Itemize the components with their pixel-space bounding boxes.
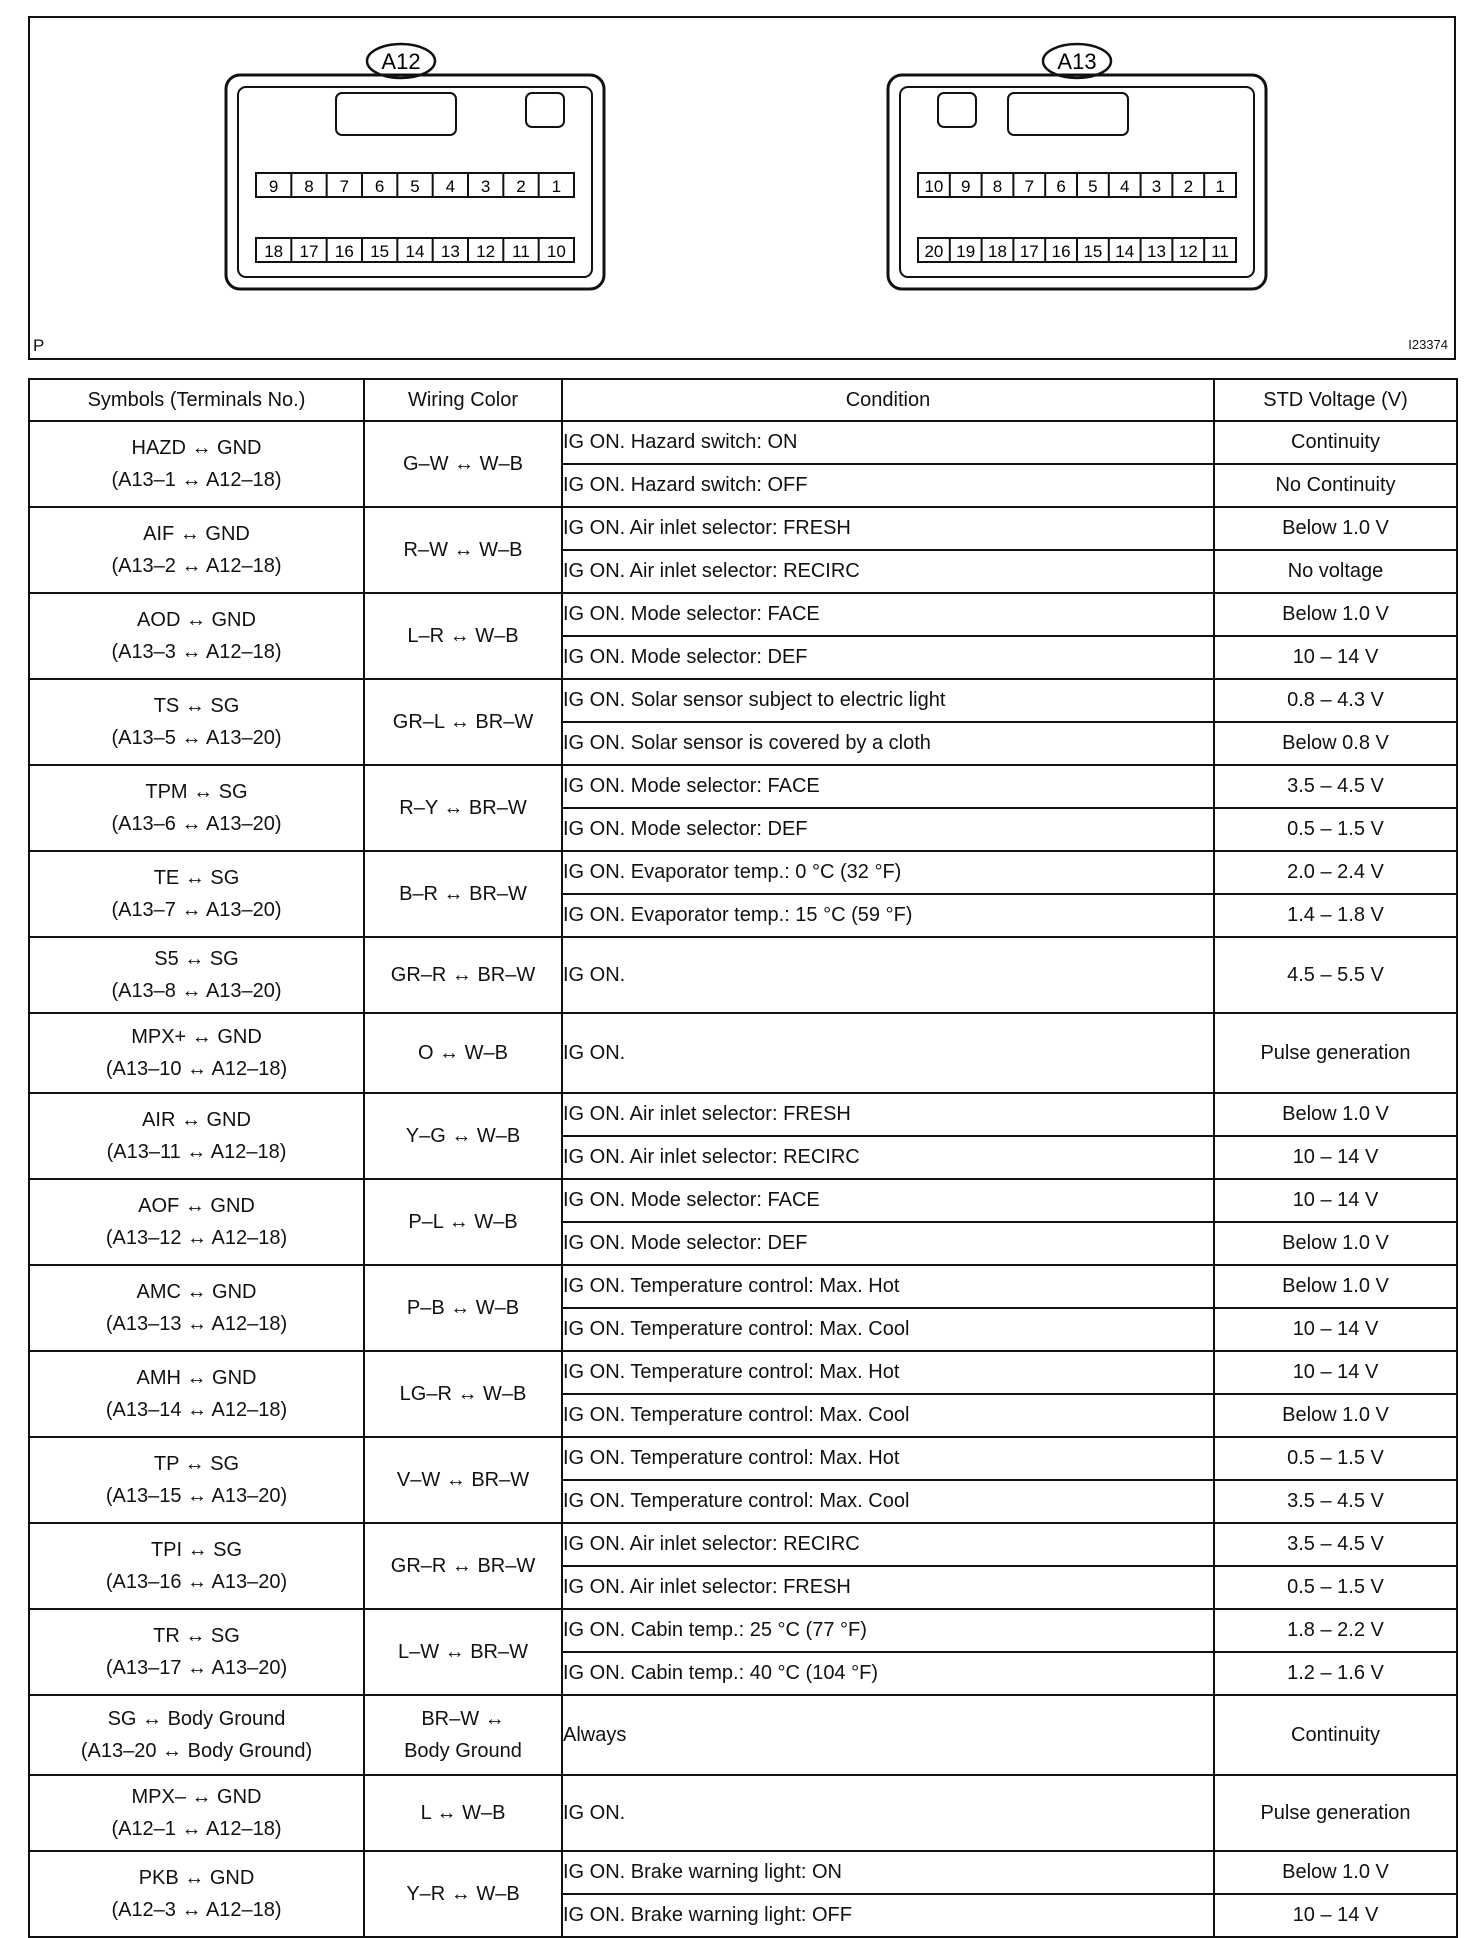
symbol-cell [29, 1437, 364, 1523]
table-row [29, 1179, 1457, 1222]
header-condition: Condition [562, 379, 1214, 421]
condition-cell: IG ON. Hazard switch: OFF [562, 464, 1214, 507]
signal-symbol: HAZD ↔ GND [131, 437, 262, 459]
wiring-color-cell [364, 1609, 562, 1695]
table-row [29, 1093, 1457, 1136]
condition-cell: IG ON. Air inlet selector: RECIRC [562, 1523, 1214, 1566]
condition-cell: IG ON. Mode selector: DEF [562, 636, 1214, 679]
std-voltage-cell: 0.8 – 4.3 V [1214, 679, 1457, 722]
table-row [29, 421, 1457, 464]
connector-latch [336, 93, 456, 135]
table-row [29, 507, 1457, 550]
table-header-row [29, 379, 1457, 421]
std-voltage-cell: 4.5 – 5.5 V [1214, 937, 1457, 1013]
terminal-numbers: (A13–20 ↔ Body Ground) [80, 1740, 313, 1762]
pin-number: 16 [334, 242, 354, 261]
condition-cell: IG ON. [562, 1013, 1214, 1093]
header-std-voltage: STD Voltage (V) [1214, 379, 1457, 421]
signal-symbol: AIF ↔ GND [143, 523, 250, 545]
wiring-color: GR–R ↔ BR–W [390, 1555, 536, 1577]
std-voltage-cell: Continuity [1214, 1695, 1457, 1775]
condition-cell: IG ON. Temperature control: Max. Cool [562, 1394, 1214, 1437]
condition-cell: IG ON. Cabin temp.: 40 °C (104 °F) [562, 1652, 1214, 1695]
signal-symbol: MPX– ↔ GND [131, 1786, 262, 1808]
std-voltage-cell: No voltage [1214, 550, 1457, 593]
condition-cell: IG ON. Mode selector: FACE [562, 593, 1214, 636]
pin-number: 12 [1178, 242, 1198, 261]
std-voltage-cell: 0.5 – 1.5 V [1214, 808, 1457, 851]
pin-number: 18 [988, 242, 1007, 261]
signal-symbol: MPX+ ↔ GND [131, 1026, 262, 1048]
pin-number: 9 [268, 177, 279, 196]
std-voltage-cell: 1.2 – 1.6 V [1214, 1652, 1457, 1695]
wiring-color: Body Ground [404, 1740, 522, 1762]
pin-number: 3 [480, 177, 491, 196]
wiring-color: GR–L ↔ BR–W [392, 711, 534, 733]
symbol-cell [29, 1093, 364, 1179]
table-row [29, 1775, 1457, 1851]
table-row [29, 1351, 1457, 1394]
pin-number: 17 [299, 242, 319, 261]
table-row [29, 1013, 1457, 1093]
wiring-color-cell [364, 679, 562, 765]
pin-number: 18 [264, 242, 284, 261]
terminal-numbers: (A13–13 ↔ A12–18) [105, 1313, 288, 1335]
wiring-color-cell [364, 765, 562, 851]
condition-cell: IG ON. Mode selector: FACE [562, 765, 1214, 808]
wiring-color-cell [364, 421, 562, 507]
pin-number: 5 [410, 177, 420, 196]
pin-number: 14 [405, 242, 425, 261]
symbol-cell [29, 1851, 364, 1937]
wiring-color-cell [364, 1265, 562, 1351]
wiring-color: P–L ↔ W–B [408, 1211, 518, 1233]
signal-symbol: AIR ↔ GND [142, 1109, 251, 1131]
pin-number: 20 [924, 242, 944, 261]
wiring-color-cell [364, 1851, 562, 1937]
symbol-cell [29, 507, 364, 593]
wiring-color-cell [364, 1437, 562, 1523]
std-voltage-cell: 10 – 14 V [1214, 1351, 1457, 1394]
condition-cell: IG ON. Temperature control: Max. Cool [562, 1308, 1214, 1351]
wiring-color: V–W ↔ BR–W [396, 1469, 530, 1491]
wiring-color-cell [364, 1695, 562, 1775]
condition-cell: IG ON. Cabin temp.: 25 °C (77 °F) [562, 1609, 1214, 1652]
pin-number: 15 [1083, 242, 1103, 261]
pin-number: 6 [374, 177, 385, 196]
signal-symbol: AOD ↔ GND [137, 609, 256, 631]
wiring-color: L–R ↔ W–B [407, 625, 519, 647]
signal-symbol: TPM ↔ SG [145, 781, 248, 803]
signal-symbol: TPI ↔ SG [150, 1539, 243, 1561]
condition-cell: IG ON. Temperature control: Max. Cool [562, 1480, 1214, 1523]
std-voltage-cell: Below 1.0 V [1214, 1394, 1457, 1437]
condition-cell: IG ON. [562, 937, 1214, 1013]
wiring-color: GR–R ↔ BR–W [390, 964, 536, 986]
std-voltage-cell: Pulse generation [1214, 1775, 1457, 1851]
signal-symbol: AMC ↔ GND [136, 1281, 257, 1303]
table-row [29, 1523, 1457, 1566]
pin-number: 13 [1147, 242, 1166, 261]
condition-cell: IG ON. Air inlet selector: FRESH [562, 1566, 1214, 1609]
pin-number: 5 [1088, 177, 1098, 196]
signal-symbol: TP ↔ SG [153, 1453, 240, 1475]
symbol-cell [29, 421, 364, 507]
pin-number: 17 [1019, 242, 1039, 261]
connector-label: A13 [1057, 49, 1097, 74]
wiring-color: R–Y ↔ BR–W [399, 797, 527, 819]
table-row [29, 1265, 1457, 1308]
table-row [29, 679, 1457, 722]
std-voltage-cell: 3.5 – 4.5 V [1214, 1523, 1457, 1566]
condition-cell: IG ON. Mode selector: FACE [562, 1179, 1214, 1222]
std-voltage-cell: Below 0.8 V [1214, 722, 1457, 765]
std-voltage-cell: 10 – 14 V [1214, 636, 1457, 679]
std-voltage-cell: Below 1.0 V [1214, 1222, 1457, 1265]
std-voltage-cell: 3.5 – 4.5 V [1214, 1480, 1457, 1523]
symbol-cell [29, 1695, 364, 1775]
terminal-numbers: (A13–2 ↔ A12–18) [111, 555, 282, 577]
std-voltage-cell: Below 1.0 V [1214, 1093, 1457, 1136]
wiring-color: P–B ↔ W–B [406, 1297, 520, 1319]
std-voltage-cell: 0.5 – 1.5 V [1214, 1437, 1457, 1480]
terminal-numbers: (A13–10 ↔ A12–18) [105, 1058, 288, 1080]
condition-cell: IG ON. Solar sensor subject to electric light [562, 679, 1214, 722]
table-body [29, 421, 1457, 1937]
condition-cell: Always [562, 1695, 1214, 1775]
wiring-color-cell [364, 1179, 562, 1265]
pin-number: 2 [1183, 177, 1194, 196]
wiring-color-cell [364, 1093, 562, 1179]
wiring-color: L ↔ W–B [420, 1802, 506, 1824]
symbol-cell [29, 765, 364, 851]
std-voltage-cell: Below 1.0 V [1214, 1851, 1457, 1894]
condition-cell: IG ON. Temperature control: Max. Hot [562, 1351, 1214, 1394]
condition-cell: IG ON. Brake warning light: OFF [562, 1894, 1214, 1937]
wiring-color: Y–G ↔ W–B [405, 1125, 521, 1147]
pin-number: 19 [956, 242, 976, 261]
wiring-color: O ↔ W–B [417, 1042, 508, 1064]
std-voltage-cell: 1.4 – 1.8 V [1214, 894, 1457, 937]
table-row [29, 593, 1457, 636]
std-voltage-cell: Below 1.0 V [1214, 507, 1457, 550]
pin-number: 12 [476, 242, 496, 261]
header-wiring-color: Wiring Color [364, 379, 562, 421]
wiring-color: Y–R ↔ W–B [406, 1883, 520, 1905]
connector-diagram [28, 16, 1456, 360]
pin-number: 16 [1051, 242, 1071, 261]
symbol-cell [29, 1775, 364, 1851]
terminal-numbers: (A13–16 ↔ A13–20) [105, 1571, 288, 1593]
std-voltage-cell: 10 – 14 V [1214, 1894, 1457, 1937]
symbol-cell [29, 1351, 364, 1437]
pin-number: 7 [339, 177, 350, 196]
pin-number: 8 [992, 177, 1003, 196]
signal-symbol: TE ↔ SG [153, 867, 240, 889]
pin-number: 10 [546, 242, 566, 261]
condition-cell: IG ON. Solar sensor is covered by a cloth [562, 722, 1214, 765]
figure-id: I23374 [1408, 337, 1448, 352]
std-voltage-cell: Continuity [1214, 421, 1457, 464]
std-voltage-cell: 10 – 14 V [1214, 1179, 1457, 1222]
pin-number: 9 [960, 177, 971, 196]
table-row [29, 1437, 1457, 1480]
pin-number: 3 [1151, 177, 1162, 196]
connector-label: A12 [381, 49, 421, 74]
pin-number: 6 [1056, 177, 1066, 196]
pin-number: 1 [1215, 177, 1225, 196]
symbol-cell [29, 937, 364, 1013]
connector-key [526, 93, 564, 127]
wiring-color: BR–W ↔ [421, 1708, 505, 1730]
connector-latch [1008, 93, 1128, 135]
table-row [29, 1695, 1457, 1775]
terminal-numbers: (A13–3 ↔ A12–18) [111, 641, 282, 663]
terminal-numbers: (A13–6 ↔ A13–20) [111, 813, 282, 835]
condition-cell: IG ON. [562, 1775, 1214, 1851]
terminal-numbers: (A13–8 ↔ A13–20) [111, 980, 282, 1002]
std-voltage-cell: Pulse generation [1214, 1013, 1457, 1093]
table-row [29, 851, 1457, 894]
wiring-color-cell [364, 593, 562, 679]
symbol-cell [29, 1179, 364, 1265]
symbol-cell [29, 593, 364, 679]
wiring-color-cell [364, 1351, 562, 1437]
terminal-numbers: (A12–1 ↔ A12–18) [111, 1818, 282, 1840]
wiring-color-cell [364, 1775, 562, 1851]
symbol-cell [29, 851, 364, 937]
signal-symbol: AMH ↔ GND [136, 1367, 257, 1389]
std-voltage-cell: 10 – 14 V [1214, 1308, 1457, 1351]
pin-number: 11 [1211, 242, 1229, 261]
connector-key [938, 93, 976, 127]
condition-cell: IG ON. Evaporator temp.: 15 °C (59 °F) [562, 894, 1214, 937]
terminal-numbers: (A13–7 ↔ A13–20) [111, 899, 282, 921]
std-voltage-cell: 0.5 – 1.5 V [1214, 1566, 1457, 1609]
pin-number: 13 [440, 242, 460, 261]
terminal-numbers: (A13–5 ↔ A13–20) [111, 727, 282, 749]
condition-cell: IG ON. Air inlet selector: FRESH [562, 1093, 1214, 1136]
terminal-numbers: (A13–15 ↔ A13–20) [105, 1485, 288, 1507]
std-voltage-cell: 2.0 – 2.4 V [1214, 851, 1457, 894]
pin-number: 8 [304, 177, 314, 196]
signal-symbol: S5 ↔ SG [154, 948, 239, 970]
std-voltage-cell: No Continuity [1214, 464, 1457, 507]
pin-number: 4 [1119, 177, 1130, 196]
signal-symbol: TS ↔ SG [153, 695, 240, 717]
terminal-numbers: (A13–17 ↔ A13–20) [105, 1657, 288, 1679]
wiring-color: LG–R ↔ W–B [399, 1383, 527, 1405]
connector-drawing [30, 18, 1454, 358]
wiring-color-cell [364, 507, 562, 593]
table-row [29, 765, 1457, 808]
symbol-cell [29, 1523, 364, 1609]
condition-cell: IG ON. Hazard switch: ON [562, 421, 1214, 464]
std-voltage-cell: Below 1.0 V [1214, 1265, 1457, 1308]
condition-cell: IG ON. Evaporator temp.: 0 °C (32 °F) [562, 851, 1214, 894]
signal-symbol: PKB ↔ GND [138, 1867, 255, 1889]
signal-symbol: SG ↔ Body Ground [107, 1708, 286, 1730]
symbol-cell [29, 1013, 364, 1093]
std-voltage-cell: 3.5 – 4.5 V [1214, 765, 1457, 808]
terminal-numbers: (A12–3 ↔ A12–18) [111, 1899, 282, 1921]
condition-cell: IG ON. Air inlet selector: RECIRC [562, 550, 1214, 593]
table-row [29, 937, 1457, 1013]
pin-number: 14 [1115, 242, 1135, 261]
terminal-numbers: (A13–1 ↔ A12–18) [111, 469, 282, 491]
condition-cell: IG ON. Temperature control: Max. Hot [562, 1437, 1214, 1480]
table-row [29, 1609, 1457, 1652]
condition-cell: IG ON. Air inlet selector: RECIRC [562, 1136, 1214, 1179]
wiring-color-cell [364, 1013, 562, 1093]
symbol-cell [29, 679, 364, 765]
header-symbols: Symbols (Terminals No.) [29, 379, 364, 421]
std-voltage-cell: Below 1.0 V [1214, 593, 1457, 636]
condition-cell: IG ON. Mode selector: DEF [562, 1222, 1214, 1265]
condition-cell: IG ON. Brake warning light: ON [562, 1851, 1214, 1894]
pin-number: 2 [516, 177, 526, 196]
wiring-color: B–R ↔ BR–W [399, 883, 527, 905]
std-voltage-cell: 10 – 14 V [1214, 1136, 1457, 1179]
std-voltage-cell: 1.8 – 2.2 V [1214, 1609, 1457, 1652]
condition-cell: IG ON. Temperature control: Max. Hot [562, 1265, 1214, 1308]
symbol-cell [29, 1609, 364, 1695]
symbol-cell [29, 1265, 364, 1351]
pin-number: 7 [1024, 177, 1035, 196]
pin-number: 4 [445, 177, 456, 196]
signal-symbol: AOF ↔ GND [138, 1195, 255, 1217]
wiring-color: R–W ↔ W–B [403, 539, 523, 561]
pin-number: 15 [370, 242, 390, 261]
pin-number: 1 [551, 177, 562, 196]
terminal-numbers: (A13–14 ↔ A12–18) [105, 1399, 288, 1421]
terminal-spec-table [28, 378, 1458, 1938]
wiring-color: L–W ↔ BR–W [397, 1641, 529, 1663]
signal-symbol: TR ↔ SG [153, 1625, 240, 1647]
figure-code: P [33, 336, 45, 355]
condition-cell: IG ON. Mode selector: DEF [562, 808, 1214, 851]
wiring-color-cell [364, 937, 562, 1013]
terminal-numbers: (A13–11 ↔ A12–18) [106, 1141, 287, 1163]
terminal-numbers: (A13–12 ↔ A12–18) [105, 1227, 288, 1249]
wiring-color-cell [364, 1523, 562, 1609]
pin-number: 10 [924, 177, 944, 196]
condition-cell: IG ON. Air inlet selector: FRESH [562, 507, 1214, 550]
pin-number: 11 [512, 242, 530, 261]
wiring-color-cell [364, 851, 562, 937]
wiring-color: G–W ↔ W–B [402, 453, 523, 475]
table-row [29, 1851, 1457, 1894]
